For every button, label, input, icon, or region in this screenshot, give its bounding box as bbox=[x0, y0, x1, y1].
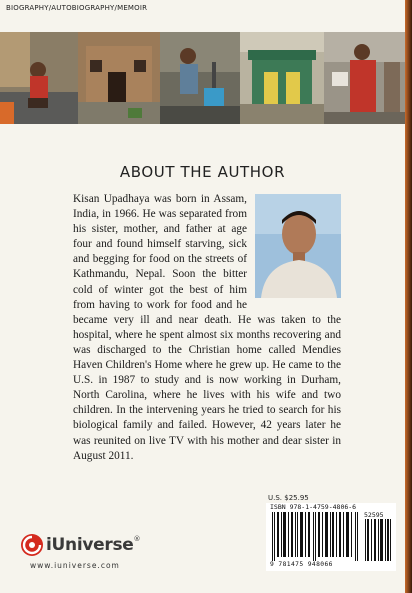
price-label: U.S. $25.95 bbox=[268, 494, 309, 502]
photo-child-at-tap bbox=[160, 32, 240, 124]
publisher-name: iUniverse bbox=[46, 535, 134, 555]
spine-edge bbox=[405, 0, 412, 593]
photo-green-building bbox=[240, 32, 324, 124]
photo-girl-with-bag bbox=[324, 32, 405, 124]
publisher-website: www.iuniverse.com bbox=[30, 561, 120, 570]
registered-mark: ® bbox=[133, 535, 141, 543]
category-label: BIOGRAPHY/AUTOBIOGRAPHY/MEMOIR bbox=[6, 4, 148, 12]
isbn-addon-number: 52595 bbox=[364, 511, 384, 519]
publisher-logo bbox=[20, 533, 141, 557]
photo-brick-house bbox=[78, 32, 160, 124]
iuniverse-swirl-icon bbox=[20, 533, 44, 557]
author-bio-text: Kisan Upadhaya was born in Assam, India, in 1966. He was separated from his sister, mother, and father at age four and found himself starving, sick and begging for food on the streets of Kathmandu, Nepal. Soon the bitter cold of winter got the best of him from having to work for food and he became very ill and near death. He was taken to the hospital, where he spent almost six months recovering and was discharged to the Christian home called Mendies Haven Children's Home where he grew up. He came to the U.S. in 1987 to study and is now working in Durham, North Carolina, where he lives with his wife and two children. In the intervening years he tried to search for his biological family and failed. However, 42 years later he was reunited on live TV with his mother and dear sister in August 2011. bbox=[73, 193, 341, 462]
author-bio bbox=[73, 192, 341, 464]
barcode-addon-bars bbox=[364, 519, 392, 561]
section-heading: ABOUT THE AUTHOR bbox=[119, 163, 286, 181]
photo-child-washing bbox=[0, 32, 78, 124]
isbn-barcode bbox=[266, 503, 396, 571]
barcode-digits: 9 781475 948066 bbox=[270, 561, 333, 568]
barcode-bars bbox=[270, 512, 360, 561]
photo-strip bbox=[0, 32, 405, 124]
isbn-number: ISBN 978-1-4759-4806-6 bbox=[270, 503, 357, 511]
author-photo bbox=[255, 194, 341, 298]
